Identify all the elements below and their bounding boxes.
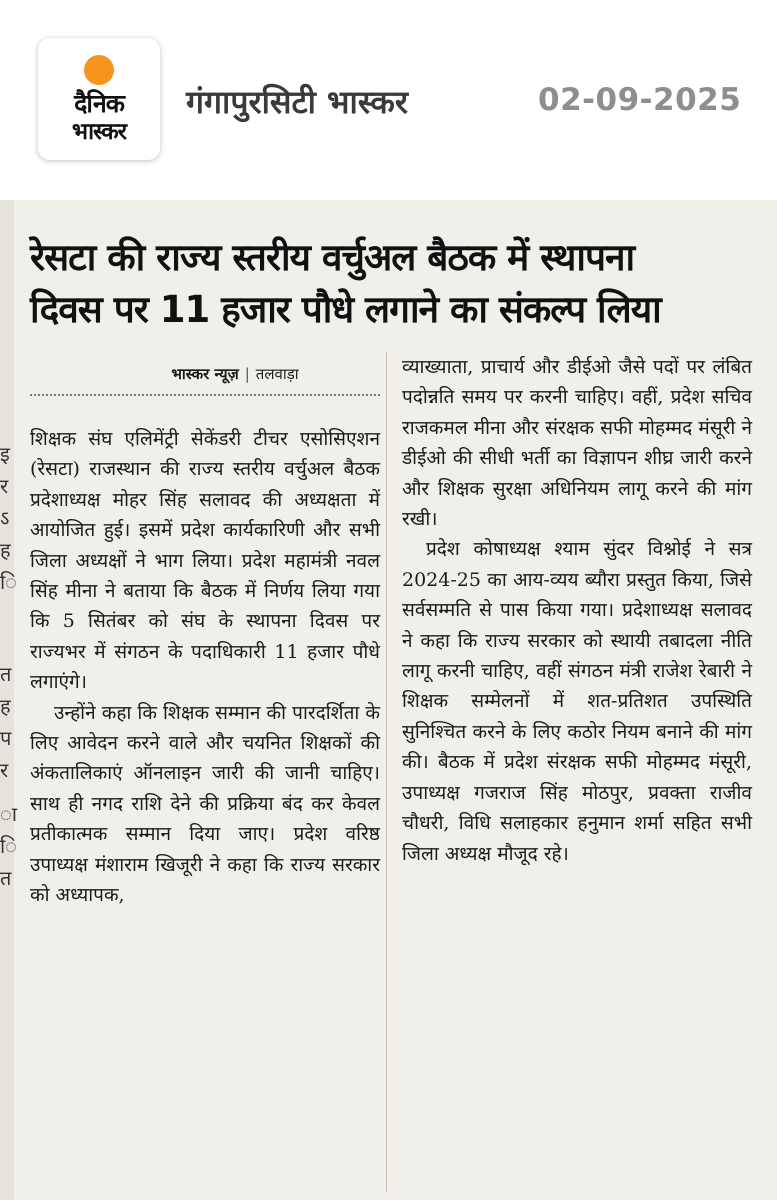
byline-separator: | (244, 365, 250, 383)
article-column-left (30, 358, 380, 911)
header-bar (0, 0, 777, 200)
logo-text-line2: भास्कर (71, 119, 127, 145)
edge-fragment: र (0, 474, 9, 498)
article-paragraph: प्रदेश कोषाध्यक्ष श्याम सुंदर विश्नोई ने सत्र 2024-25 का आय-व्यय ब्यौरा प्रस्तुत किया, जिसे सर्वसम्मति से पास किया गया। प्रदेशाध्यक्ष सलावद ने कहा कि राज्य सरकार को स्थायी तबादला नीति लागू करनी चाहिए, वहीं संगठन मंत्री राजेश रेबारी ने शिक्षक सम्मेलनों में शत-प्रतिशत उपस्थिति सुनिश्चित करने के लिए कठोर नियम बनाने की मांग की। बैठक में प्रदेश संरक्षक सफी मोहम्मद मंसूरी, उपाध्यक्ष गजराज सिंह मोठपुर, प्रवक्ता राजीव चौधरी, विधि सलाहकार हनुमान शर्मा सहित सभी जिला अध्यक्ष मौजूद रहे। (402, 538, 752, 865)
adjacent-column-edge (0, 200, 18, 1200)
edge-fragment: त (0, 866, 12, 890)
edition-title: गंगापुरसिटी भास्कर (186, 83, 408, 121)
edge-fragment: ि (0, 570, 18, 594)
dainik-bhaskar-logo (38, 38, 160, 160)
article-headline (30, 232, 760, 336)
article-paragraph: व्याख्याता, प्राचार्य और डीईओ जैसे पदों पर लंबित पदोन्नति समय पर करनी चाहिए। वहीं, प्रदेश सचिव राजकमल मीना और संरक्षक सफी मोहम्मद मंसूरी ने डीईओ की सीधी भर्ती का विज्ञापन शीघ्र जारी करने और शिक्षक सुरक्षा अधिनियम लागू करने की मांग रखी। (402, 356, 752, 531)
edge-fragment: ऽ (0, 506, 10, 530)
article-column-right (402, 352, 752, 869)
article-paragraph: उन्होंने कहा कि शिक्षक सम्मान की पारदर्शिता के लिए आवेदन करने वाले और चयनित शिक्षकों की अंकतालिकाएं ऑनलाइन जारी की जानी चाहिए। साथ ही नगद राशि देने की प्रक्रिया बंद कर केवल प्रतीकात्मक सम्मान दिया जाए। प्रदेश वरिष्ठ उपाध्यक्ष मंशाराम खिजूरी ने कहा कि राज्य सरकार को अध्यापक, (30, 701, 380, 907)
edge-fragment: त (0, 662, 12, 686)
edge-fragment: र (0, 758, 9, 782)
byline-dotted-rule (30, 394, 380, 396)
edge-fragment: ि (0, 834, 18, 858)
edge-fragment: ह (0, 538, 11, 562)
column-divider (386, 352, 387, 1192)
byline-source: भास्कर न्यूज़ (171, 365, 239, 383)
edition-date: 02-09-2025 (538, 82, 742, 118)
edge-fragment: प (0, 726, 12, 750)
edge-fragment: इ (0, 442, 10, 466)
edge-fragment: ह (0, 694, 11, 718)
article-paragraph: शिक्षक संघ एलिमेंट्री सेकेंडरी टीचर एसोसिएशन (रेसटा) राजस्थान की राज्य स्तरीय वर्चुअल बैठक प्रदेशाध्यक्ष मोहर सिंह सलावद की अध्यक्षता में आयोजित हुई। इसमें प्रदेश कार्यकारिणी और सभी जिला अध्यक्षों ने भाग लिया। प्रदेश महामंत्री नवल सिंह मीना ने बताया कि बैठक में निर्णय लिया गया कि 5 सितंबर को संघ के स्थापना दिवस पर राज्यभर में संगठन के पदाधिकारी 11 हजार पौधे लगाएंगे। (30, 428, 380, 694)
byline (30, 358, 380, 390)
byline-place: तलवाड़ा (255, 365, 299, 383)
logo-sun-icon (84, 55, 114, 85)
edge-fragment: ा (0, 802, 18, 826)
headline-line-2: दिवस पर 11 हजार पौधे लगाने का संकल्प लिया (30, 288, 661, 331)
headline-line-1: रेसटा की राज्य स्तरीय वर्चुअल बैठक में स्थापना (30, 236, 635, 279)
logo-text-line1: दैनिक (74, 89, 124, 118)
